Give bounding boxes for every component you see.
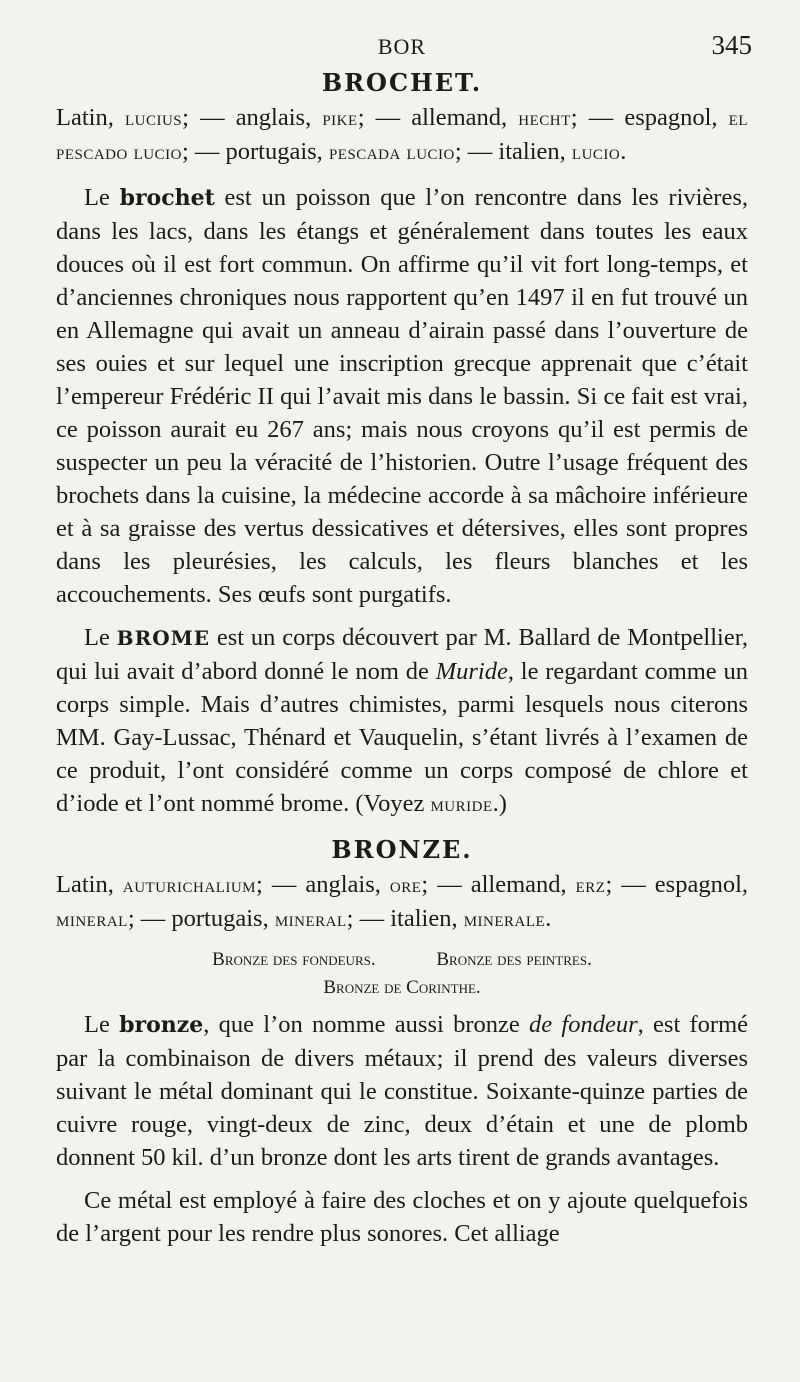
entry-title-bronze: BRONZE. xyxy=(331,835,473,864)
para-text: , que l’on nomme aussi bronze xyxy=(203,1011,520,1038)
page xyxy=(56,24,752,1250)
headword-brochet: brochet xyxy=(119,185,215,211)
paragraph-brome xyxy=(56,621,748,821)
variety-item: Bronze des fondeurs. xyxy=(212,949,376,970)
running-head xyxy=(56,24,752,64)
para-text: est un poisson que l’on rencontre dans les rivières, dans les lacs, dans les étangs et généralement dans toutes les eaux douces où il est fort commun. On affirme qu’il vit fort long-temps, et d’anciennes chroniques nous rapportent qu’en 1497 il en fut trouvé un en Allemagne qui avait un anneau d’airain passé dans l’ouverture de ses ouies et sur lequel une inscription grecque apprenait que c’était l’empereur Frédéric II qui l’avait mis dans le bassin. Si ce fait est vrai, ce poisson aurait eu 267 ans; mais nous croyons qu’il est permis de suspecter un peu la véracité de l’historien. Outre l’usage fréquent des brochets dans la cuisine, la médecine accorde à sa mâchoire inférieure et à sa graisse des vertus dessicatives et détersives, elles sont propres dans les pleurésies, les calculs, les fleurs blanches et les accouchements. Ses œufs sont purgatifs. xyxy=(56,184,748,608)
italic-term: Muride xyxy=(435,658,508,685)
syn-text: ; — italien, xyxy=(454,138,566,165)
syn-text: ; — espagnol, xyxy=(605,871,749,898)
variety-item: Bronze des peintres. xyxy=(436,949,592,970)
syn-text: . xyxy=(620,138,627,165)
syn-english: ore xyxy=(389,873,422,897)
para-text: .) xyxy=(492,790,507,817)
syn-spanish: el pescado lucio xyxy=(56,106,748,164)
variety-item: Bronze de Corinthe. xyxy=(323,977,481,998)
syn-german: erz xyxy=(575,873,606,897)
syn-italian: lucio xyxy=(571,140,621,164)
syn-latin: lucius xyxy=(124,106,183,130)
paragraph-bronze-2: Ce métal est employé à faire des cloches et on y ajoute quelquefois de l’argent pour les rendre plus sonores. Cet alliage xyxy=(56,1187,748,1247)
italic-term: de fondeur xyxy=(529,1011,638,1038)
syn-text: ; — italien, xyxy=(346,905,458,932)
synonyms-brochet xyxy=(56,101,748,169)
syn-portuguese: pescada lucio xyxy=(328,140,455,164)
syn-english: pike xyxy=(322,106,358,130)
para-text: est un corps découvert par M. Ballard de Montpellier, qui lui avait d’abord donné le nom de xyxy=(56,624,749,685)
syn-latin: auturichalium xyxy=(122,873,257,897)
syn-text: ; — anglais, xyxy=(256,871,381,898)
headword-brome: BROME xyxy=(116,626,211,650)
page-number: 345 xyxy=(711,30,752,60)
entry-title-brochet: BROCHET. xyxy=(321,68,483,97)
para-text: , est formé par la combinaison de divers métaux; il prend des valeurs diverses suivant le métal dominant qui le constitue. Soixante-quinze parties de cuivre rouge, vingt-deux de zinc, deux d’étain et une de plomb donnent 50 kil. d’un bronze dont les arts tirent de grands avantages. xyxy=(56,1011,749,1171)
syn-text: . xyxy=(545,905,552,932)
headword-bronze: bronze xyxy=(119,1012,204,1038)
paragraph-bronze-1 xyxy=(56,1008,748,1174)
syn-german: hecht xyxy=(518,106,571,130)
para-text: Le xyxy=(84,1011,110,1038)
cross-reference: muride xyxy=(430,792,493,816)
para-text: Le xyxy=(84,624,110,651)
syn-text: Latin, xyxy=(56,104,114,131)
syn-text: ; — espagnol, xyxy=(570,104,718,131)
para-text: Le xyxy=(84,184,110,211)
syn-portuguese: mineral xyxy=(274,907,347,931)
running-title: BOR xyxy=(377,34,427,59)
syn-italian: minerale xyxy=(463,907,546,931)
syn-text: ; — allemand, xyxy=(357,104,508,131)
synonyms-bronze xyxy=(56,868,748,936)
syn-text: ; — anglais, xyxy=(182,104,312,131)
syn-text: ; — allemand, xyxy=(421,871,567,898)
paragraph-brochet xyxy=(56,181,748,611)
bronze-varieties xyxy=(56,946,748,1002)
syn-spanish: mineral xyxy=(56,907,128,931)
para-text: , le regardant comme un corps simple. Mais d’autres chimistes, parmi lesquels nous citerons MM. Gay-Lussac, Thénard et Vauquelin, s’étant livrés à l’examen de ce produit, l’ont considéré comme un corps composé de chlore et d’iode et l’ont nommé brome. (Voyez xyxy=(56,658,748,817)
syn-text: ; — portugais, xyxy=(181,138,323,165)
syn-text: ; — portugais, xyxy=(127,905,269,932)
syn-text: Latin, xyxy=(56,871,114,898)
